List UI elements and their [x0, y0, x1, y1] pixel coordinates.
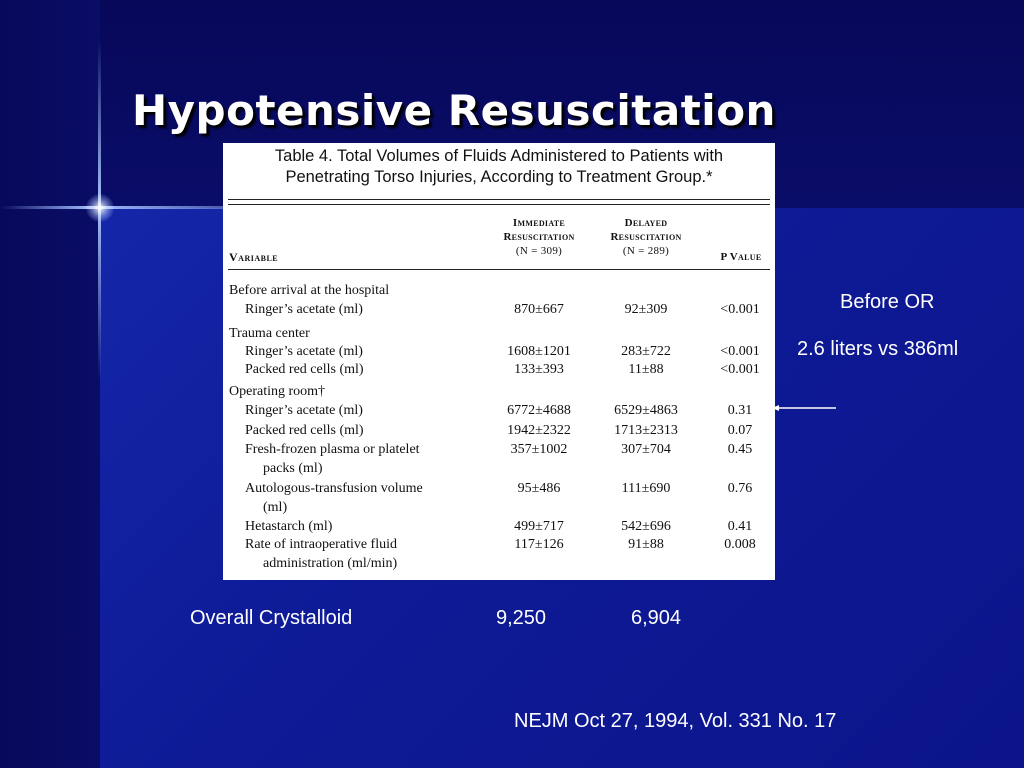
citation-text: NEJM Oct 27, 1994, Vol. 331 No. 17 — [514, 710, 837, 732]
table-caption-line-1: Table 4. Total Volumes of Fluids Administered to Patients with — [274, 147, 724, 165]
sparkle-star-icon — [86, 194, 114, 222]
table-cell-immediate: 6772±4688 — [507, 403, 571, 418]
table-row-label: Autologous-transfusion volume — [245, 481, 423, 496]
table-row-label: Ringer’s acetate (ml) — [245, 403, 363, 418]
table-header-rule — [228, 269, 770, 270]
table-row — [223, 281, 775, 300]
table-cell-p-value: 0.41 — [727, 519, 753, 534]
table-row-label: Operating room† — [229, 384, 326, 399]
table-cell-p-value: 0.31 — [727, 403, 753, 418]
table-row-label: Hetastarch (ml) — [245, 519, 333, 534]
table-row — [223, 459, 775, 478]
results-table — [223, 143, 775, 580]
table-row — [223, 517, 775, 536]
table-cell-immediate: 870±667 — [514, 302, 564, 317]
table-row-label: administration (ml/min) — [263, 556, 398, 571]
table-cell-immediate: 117±126 — [514, 537, 564, 552]
table-cell-delayed: 1713±2313 — [614, 423, 678, 438]
column-header-immediate-line-2: Resuscitation — [503, 231, 575, 243]
table-cell-p-value: 0.07 — [727, 423, 753, 438]
table-cell-immediate: 357±1002 — [510, 442, 568, 457]
table-cell-p-value: <0.001 — [720, 344, 760, 359]
table-caption — [223, 146, 775, 188]
column-header-delayed-line-1: Delayed — [624, 217, 668, 229]
table-row-label: Packed red cells (ml) — [245, 362, 364, 377]
column-header-immediate — [481, 216, 597, 258]
table-cell-delayed: 111±690 — [621, 481, 671, 496]
table-cell-p-value: 0.45 — [727, 442, 753, 457]
table-row — [223, 479, 775, 498]
arrow-left-icon — [772, 402, 838, 414]
table-cell-immediate: 1608±1201 — [507, 344, 571, 359]
column-header-immediate-line-1: Immediate — [512, 217, 566, 229]
table-cell-p-value: <0.001 — [720, 362, 760, 377]
table-row — [223, 360, 775, 379]
table-cell-p-value: 0.76 — [727, 481, 753, 496]
table-row — [223, 324, 775, 343]
table-row — [223, 535, 775, 554]
left-background-band — [0, 0, 100, 768]
overall-delayed-value: 6,904 — [631, 607, 682, 629]
table-cell-p-value: 0.008 — [724, 537, 756, 552]
column-header-delayed-line-2: Resuscitation — [610, 231, 682, 243]
table-row-label: Packed red cells (ml) — [245, 423, 364, 438]
table-row-label: Ringer’s acetate (ml) — [245, 302, 363, 317]
column-header-delayed — [588, 216, 704, 258]
table-cell-p-value: <0.001 — [720, 302, 760, 317]
table-cell-delayed: 307±704 — [621, 442, 671, 457]
table-top-rule — [228, 199, 770, 200]
table-cell-immediate: 95±486 — [517, 481, 561, 496]
table-top-rule-2 — [228, 204, 770, 205]
table-row — [223, 421, 775, 440]
table-row-label: Ringer’s acetate (ml) — [245, 344, 363, 359]
table-row — [223, 554, 775, 573]
slide-title: Hypotensive Resuscitation — [132, 86, 776, 135]
table-cell-delayed: 542±696 — [621, 519, 671, 534]
column-header-delayed-line-3: (N = 289) — [622, 245, 670, 257]
table-cell-delayed: 283±722 — [621, 344, 671, 359]
table-row — [223, 401, 775, 420]
table-row-label: Fresh-frozen plasma or platelet — [245, 442, 420, 457]
liters-comparison-text: 2.6 liters vs 386ml — [797, 338, 959, 360]
column-header-p-value: P Value — [720, 251, 762, 263]
table-cell-delayed: 6529±4863 — [614, 403, 678, 418]
column-header-variable: Variable — [229, 250, 279, 264]
table-cell-delayed: 11±88 — [628, 362, 664, 377]
table-row — [223, 440, 775, 459]
table-row-label: (ml) — [263, 500, 288, 515]
overall-crystalloid-label: Overall Crystalloid — [190, 607, 353, 629]
table-row — [223, 300, 775, 319]
table-row — [223, 382, 775, 401]
table-row — [223, 498, 775, 517]
overall-immediate-value: 9,250 — [496, 607, 547, 629]
before-or-label: Before OR — [840, 291, 935, 313]
table-row-label: Rate of intraoperative fluid — [245, 537, 397, 552]
table-cell-immediate: 1942±2322 — [507, 423, 571, 438]
table-cell-immediate: 133±393 — [514, 362, 564, 377]
table-cell-delayed: 92±309 — [624, 302, 668, 317]
table-caption-line-2: Penetrating Torso Injuries, According to Treatment Group.* — [285, 168, 713, 186]
table-row-label: Trauma center — [229, 326, 310, 341]
table-row-label: Before arrival at the hospital — [229, 283, 390, 298]
table-row-label: packs (ml) — [263, 461, 323, 476]
table-cell-delayed: 91±88 — [628, 537, 664, 552]
table-cell-immediate: 499±717 — [514, 519, 564, 534]
column-header-immediate-line-3: (N = 309) — [515, 245, 563, 257]
table-row — [223, 342, 775, 361]
